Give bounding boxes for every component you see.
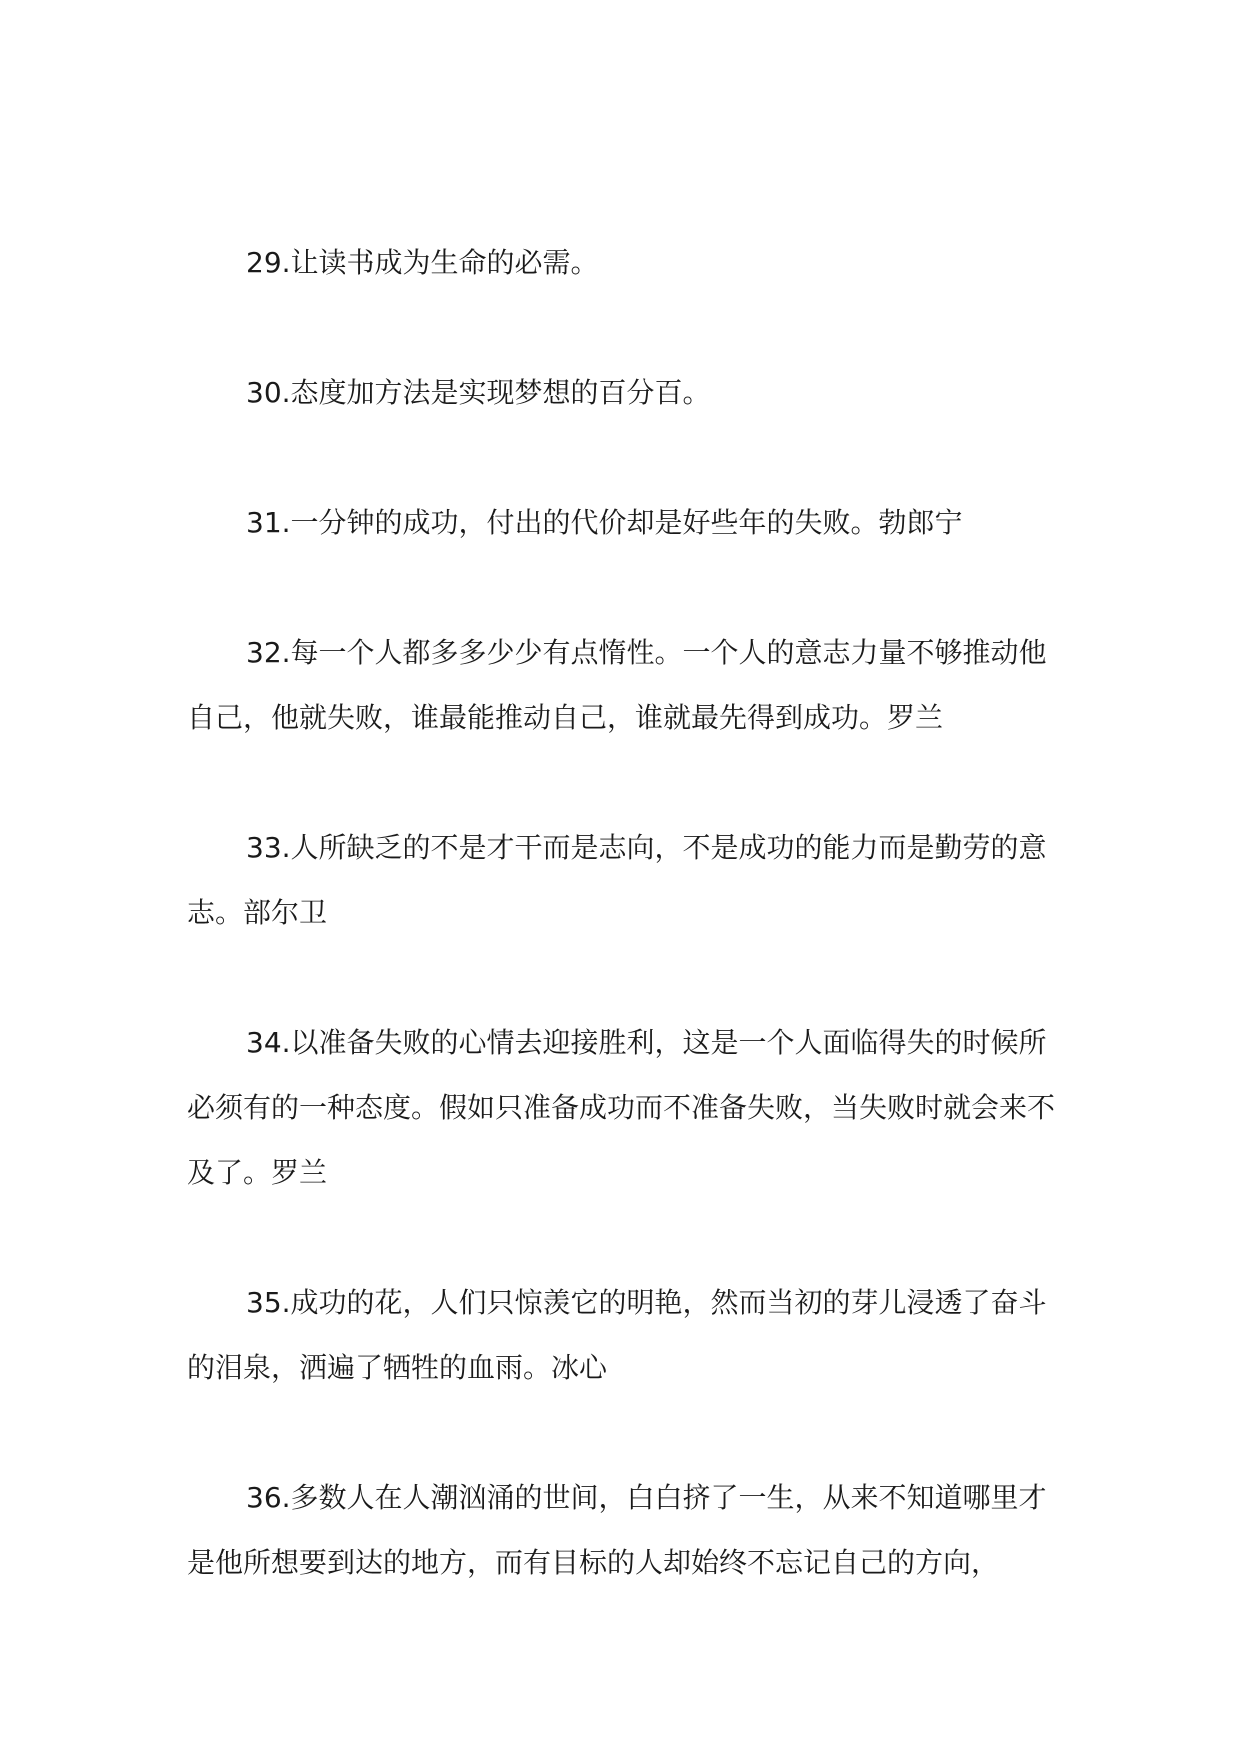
quote-paragraph-31: 31.一分钟的成功，付出的代价却是好些年的失败。勃郎宁: [246, 506, 963, 539]
quote-paragraph-30: 30.态度加方法是实现梦想的百分百。: [246, 376, 711, 409]
quote-paragraph-32: 32.每一个人都多多少少有点惰性。一个人的意志力量不够推动他自己，他就失败，谁最能推动自己，谁就最先得到成功。罗兰: [187, 636, 1047, 734]
quote-paragraph-29: 29.让读书成为生命的必需。: [246, 246, 599, 279]
document-body: [187, 230, 1067, 1595]
quote-paragraph-36: 36.多数人在人潮汹涌的世间，白白挤了一生，从来不知道哪里才是他所想要到达的地方，而有目标的人却始终不忘记自己的方向，: [187, 1481, 1047, 1579]
quote-paragraph-35: 35.成功的花，人们只惊羡它的明艳，然而当初的芽儿浸透了奋斗的泪泉，洒遍了牺牲的血雨。冰心: [187, 1286, 1047, 1384]
quote-paragraph-34: 34.以准备失败的心情去迎接胜利，这是一个人面临得失的时候所必须有的一种态度。假如只准备成功而不准备失败，当失败时就会来不及了。罗兰: [187, 1026, 1056, 1189]
quote-paragraph-33: 33.人所缺乏的不是才干而是志向，不是成功的能力而是勤劳的意志。部尔卫: [187, 831, 1047, 929]
